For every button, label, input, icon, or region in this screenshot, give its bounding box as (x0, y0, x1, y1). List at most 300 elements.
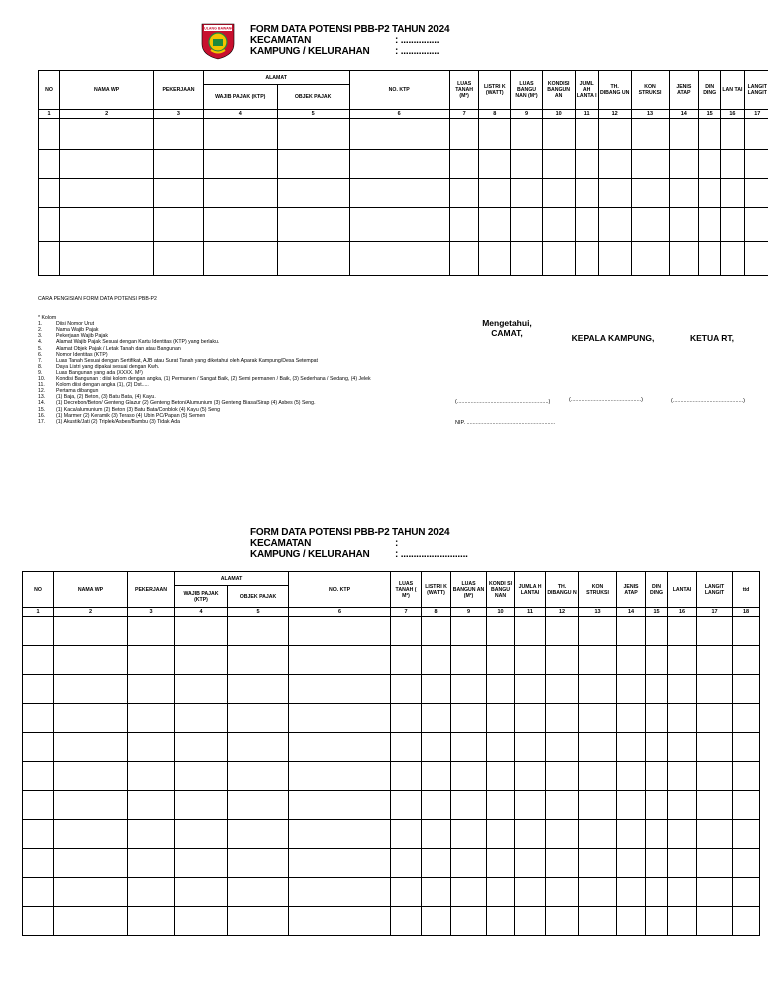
table-cell[interactable] (451, 617, 487, 646)
table-cell[interactable] (175, 849, 228, 878)
table-cell[interactable] (575, 179, 598, 208)
table-cell[interactable] (451, 675, 487, 704)
table-cell[interactable] (422, 646, 451, 675)
table-cell[interactable] (617, 704, 646, 733)
table-cell[interactable] (128, 907, 175, 936)
table-cell[interactable] (515, 675, 546, 704)
table-cell[interactable] (203, 242, 277, 276)
table-cell[interactable] (277, 150, 349, 179)
table-cell[interactable] (39, 179, 60, 208)
table-cell[interactable] (542, 119, 575, 150)
table-cell[interactable] (479, 242, 511, 276)
table-cell[interactable] (579, 849, 617, 878)
table-cell[interactable] (175, 820, 228, 849)
table-cell[interactable] (542, 179, 575, 208)
table-cell[interactable] (422, 617, 451, 646)
table-cell[interactable] (617, 733, 646, 762)
table-cell[interactable] (391, 675, 422, 704)
table-cell[interactable] (60, 208, 154, 242)
table-cell[interactable] (744, 208, 768, 242)
table-cell[interactable] (128, 878, 175, 907)
table-cell[interactable] (289, 675, 391, 704)
table-cell[interactable] (733, 849, 760, 878)
table-cell[interactable] (733, 617, 760, 646)
table-cell[interactable] (579, 733, 617, 762)
table-cell[interactable] (23, 733, 54, 762)
table-cell[interactable] (733, 907, 760, 936)
table-cell[interactable] (733, 791, 760, 820)
table-cell[interactable] (733, 675, 760, 704)
table-cell[interactable] (23, 762, 54, 791)
table-cell[interactable] (60, 150, 154, 179)
table-cell[interactable] (349, 150, 449, 179)
table-cell[interactable] (668, 878, 697, 907)
table-cell[interactable] (699, 150, 721, 179)
table-cell[interactable] (515, 791, 546, 820)
table-cell[interactable] (699, 179, 721, 208)
table-cell[interactable] (60, 179, 154, 208)
table-cell[interactable] (546, 733, 579, 762)
table-cell[interactable] (228, 646, 289, 675)
instruction-text: Pekerjaan Wajib Pajak (56, 333, 108, 340)
table-cell[interactable] (598, 150, 631, 179)
table-cell[interactable] (631, 179, 669, 208)
table-cell[interactable] (646, 849, 668, 878)
kecamatan-value[interactable]: : (395, 538, 399, 549)
table-cell[interactable] (391, 820, 422, 849)
table-cell[interactable] (451, 907, 487, 936)
table-cell[interactable] (511, 242, 543, 276)
table-cell[interactable] (579, 617, 617, 646)
table-cell[interactable] (479, 150, 511, 179)
table-cell[interactable] (449, 119, 479, 150)
table-cell[interactable] (511, 119, 543, 150)
table-cell[interactable] (546, 675, 579, 704)
table-cell[interactable] (228, 791, 289, 820)
table-cell[interactable] (579, 820, 617, 849)
table-cell[interactable] (54, 617, 128, 646)
kampung-value[interactable]: : ............... (395, 46, 440, 57)
table-cell[interactable] (39, 150, 60, 179)
table-cell[interactable] (23, 878, 54, 907)
table-cell[interactable] (391, 849, 422, 878)
table-cell[interactable] (546, 791, 579, 820)
table-cell[interactable] (646, 675, 668, 704)
table-cell[interactable] (54, 704, 128, 733)
table-cell[interactable] (128, 849, 175, 878)
table-cell[interactable] (575, 208, 598, 242)
instruction-text: (1) Baja, (2) Beton, (3) Batu Bata, (4) Kayu. (56, 394, 156, 401)
table-cell[interactable] (277, 179, 349, 208)
table-cell[interactable] (668, 762, 697, 791)
table-cell[interactable] (175, 791, 228, 820)
table-cell[interactable] (228, 907, 289, 936)
table-cell[interactable] (175, 907, 228, 936)
table-cell[interactable] (154, 208, 204, 242)
table-cell[interactable] (697, 646, 733, 675)
table-cell[interactable] (451, 762, 487, 791)
table-cell[interactable] (579, 907, 617, 936)
table-cell[interactable] (744, 179, 768, 208)
table-cell[interactable] (546, 820, 579, 849)
table-cell[interactable] (422, 849, 451, 878)
table-cell[interactable] (733, 820, 760, 849)
table-cell[interactable] (23, 907, 54, 936)
table-cell[interactable] (579, 791, 617, 820)
table-cell[interactable] (617, 791, 646, 820)
table-cell[interactable] (449, 150, 479, 179)
table-cell[interactable] (391, 878, 422, 907)
table-cell[interactable] (631, 119, 669, 150)
table-cell[interactable] (23, 820, 54, 849)
table-cell[interactable] (175, 617, 228, 646)
table-cell[interactable] (546, 762, 579, 791)
table-cell[interactable] (617, 820, 646, 849)
table-cell[interactable] (697, 878, 733, 907)
table-cell[interactable] (60, 242, 154, 276)
table-cell[interactable] (511, 150, 543, 179)
table-cell[interactable] (479, 119, 511, 150)
table-cell[interactable] (128, 617, 175, 646)
table-cell[interactable] (515, 646, 546, 675)
table-cell[interactable] (579, 762, 617, 791)
table-cell[interactable] (579, 878, 617, 907)
table-cell[interactable] (175, 675, 228, 704)
table-cell[interactable] (668, 849, 697, 878)
table-cell[interactable] (617, 849, 646, 878)
table-cell[interactable] (575, 242, 598, 276)
table-cell[interactable] (733, 704, 760, 733)
table-cell[interactable] (487, 704, 515, 733)
table-cell[interactable] (391, 762, 422, 791)
table-cell[interactable] (422, 762, 451, 791)
table-cell[interactable] (699, 242, 721, 276)
table-cell[interactable] (617, 878, 646, 907)
table-cell[interactable] (175, 704, 228, 733)
table-cell[interactable] (39, 242, 60, 276)
table-cell[interactable] (128, 733, 175, 762)
signature-line-kepala-kampung[interactable]: (..............................................) (569, 397, 643, 403)
table-cell[interactable] (349, 179, 449, 208)
table-cell[interactable] (515, 704, 546, 733)
table-cell[interactable] (487, 646, 515, 675)
col-number: 16 (721, 110, 744, 119)
table-cell[interactable] (668, 791, 697, 820)
table-cell[interactable] (487, 791, 515, 820)
table-cell[interactable] (54, 762, 128, 791)
table-cell[interactable] (487, 733, 515, 762)
table-cell[interactable] (54, 675, 128, 704)
table-cell[interactable] (669, 179, 699, 208)
table-cell[interactable] (451, 704, 487, 733)
table-cell[interactable] (289, 849, 391, 878)
table-cell[interactable] (391, 646, 422, 675)
table-cell[interactable] (579, 704, 617, 733)
table-cell[interactable] (669, 242, 699, 276)
table-cell[interactable] (546, 704, 579, 733)
table-cell[interactable] (487, 617, 515, 646)
table-cell[interactable] (721, 119, 744, 150)
table-cell[interactable] (203, 208, 277, 242)
table-cell[interactable] (54, 849, 128, 878)
table-cell[interactable] (697, 733, 733, 762)
table-cell[interactable] (451, 820, 487, 849)
table-cell[interactable] (289, 704, 391, 733)
table-cell[interactable] (699, 119, 721, 150)
table-cell[interactable] (546, 646, 579, 675)
table-cell[interactable] (175, 878, 228, 907)
table-cell[interactable] (422, 907, 451, 936)
nip-line[interactable]: NIP. .......................................................... (455, 420, 556, 426)
table-cell[interactable] (646, 762, 668, 791)
table-cell[interactable] (175, 733, 228, 762)
table-cell[interactable] (515, 849, 546, 878)
table-cell[interactable] (154, 150, 204, 179)
table-cell[interactable] (631, 150, 669, 179)
col-number: 18 (733, 608, 760, 617)
table-cell[interactable] (54, 791, 128, 820)
table-cell[interactable] (542, 208, 575, 242)
table-cell[interactable] (575, 150, 598, 179)
table-cell[interactable] (515, 820, 546, 849)
table-cell[interactable] (487, 878, 515, 907)
table-cell[interactable] (422, 820, 451, 849)
table-cell[interactable] (697, 907, 733, 936)
table-cell[interactable] (646, 617, 668, 646)
table-cell[interactable] (175, 646, 228, 675)
table-cell[interactable] (154, 179, 204, 208)
table-cell[interactable] (646, 907, 668, 936)
col-header: LANGIT LANGIT (697, 572, 733, 608)
table-cell[interactable] (721, 208, 744, 242)
table-cell[interactable] (699, 208, 721, 242)
table-cell[interactable] (23, 675, 54, 704)
table-cell[interactable] (391, 907, 422, 936)
table-cell[interactable] (422, 791, 451, 820)
table-cell[interactable] (228, 762, 289, 791)
table-cell[interactable] (203, 179, 277, 208)
table-cell[interactable] (39, 119, 60, 150)
table-cell[interactable] (697, 849, 733, 878)
table-cell[interactable] (511, 208, 543, 242)
kampung-value[interactable]: : .......................... (395, 549, 468, 560)
table-cell[interactable] (277, 242, 349, 276)
table-cell[interactable] (228, 849, 289, 878)
signature-line-camat[interactable]: (............................................................) (455, 399, 551, 405)
table-cell[interactable] (744, 119, 768, 150)
table-cell[interactable] (721, 179, 744, 208)
table-cell[interactable] (449, 242, 479, 276)
table-cell[interactable] (39, 208, 60, 242)
table-cell[interactable] (289, 791, 391, 820)
table-cell[interactable] (23, 704, 54, 733)
table-cell[interactable] (617, 675, 646, 704)
table-cell[interactable] (391, 617, 422, 646)
table-cell[interactable] (575, 119, 598, 150)
table-cell[interactable] (289, 762, 391, 791)
table-cell[interactable] (542, 150, 575, 179)
table-cell[interactable] (697, 820, 733, 849)
table-cell[interactable] (23, 617, 54, 646)
table-cell[interactable] (668, 646, 697, 675)
table-cell[interactable] (23, 646, 54, 675)
table-cell[interactable] (744, 242, 768, 276)
table-cell[interactable] (546, 849, 579, 878)
table-cell[interactable] (669, 150, 699, 179)
table-cell[interactable] (479, 179, 511, 208)
table-cell[interactable] (511, 179, 543, 208)
table-cell[interactable] (228, 675, 289, 704)
table-cell[interactable] (697, 617, 733, 646)
table-cell[interactable] (60, 119, 154, 150)
table-cell[interactable] (669, 208, 699, 242)
table-cell[interactable] (515, 907, 546, 936)
table-cell[interactable] (228, 820, 289, 849)
table-cell[interactable] (598, 179, 631, 208)
table-cell[interactable] (646, 646, 668, 675)
table-cell[interactable] (289, 907, 391, 936)
table-cell[interactable] (515, 617, 546, 646)
table-cell[interactable] (668, 820, 697, 849)
table-cell[interactable] (598, 208, 631, 242)
table-cell[interactable] (451, 733, 487, 762)
table-cell[interactable] (697, 791, 733, 820)
table-cell[interactable] (617, 646, 646, 675)
kecamatan-value[interactable]: : ............... (395, 35, 440, 46)
table-cell[interactable] (175, 762, 228, 791)
table-cell[interactable] (487, 849, 515, 878)
col-header: NO (23, 572, 54, 608)
table-cell[interactable] (697, 704, 733, 733)
table-cell[interactable] (228, 617, 289, 646)
table-cell[interactable] (128, 675, 175, 704)
table-cell[interactable] (733, 646, 760, 675)
table-cell[interactable] (646, 820, 668, 849)
table-cell[interactable] (54, 907, 128, 936)
table-cell[interactable] (598, 119, 631, 150)
table-cell[interactable] (542, 242, 575, 276)
table-cell[interactable] (203, 150, 277, 179)
table-cell[interactable] (617, 762, 646, 791)
table-cell[interactable] (54, 646, 128, 675)
table-cell[interactable] (422, 878, 451, 907)
table-cell[interactable] (277, 208, 349, 242)
table-cell[interactable] (646, 791, 668, 820)
table-cell[interactable] (128, 704, 175, 733)
table-cell[interactable] (669, 119, 699, 150)
table-cell[interactable] (515, 733, 546, 762)
table-cell[interactable] (289, 878, 391, 907)
table-cell[interactable] (721, 242, 744, 276)
table-cell[interactable] (289, 820, 391, 849)
table-cell[interactable] (668, 675, 697, 704)
table-cell[interactable] (487, 820, 515, 849)
table-cell[interactable] (449, 179, 479, 208)
table-cell[interactable] (54, 733, 128, 762)
table-cell[interactable] (668, 617, 697, 646)
table-cell[interactable] (349, 242, 449, 276)
table-cell[interactable] (617, 907, 646, 936)
table-cell[interactable] (479, 208, 511, 242)
table-cell[interactable] (54, 820, 128, 849)
table-cell[interactable] (422, 733, 451, 762)
table-cell[interactable] (546, 907, 579, 936)
table-cell[interactable] (451, 878, 487, 907)
table-cell[interactable] (744, 150, 768, 179)
table-cell[interactable] (422, 675, 451, 704)
table-cell[interactable] (451, 791, 487, 820)
table-cell[interactable] (487, 762, 515, 791)
table-row (23, 849, 760, 878)
table-cell[interactable] (546, 878, 579, 907)
table-cell[interactable] (733, 878, 760, 907)
table-cell[interactable] (487, 907, 515, 936)
table-cell[interactable] (733, 762, 760, 791)
table-cell[interactable] (228, 704, 289, 733)
table-cell[interactable] (23, 849, 54, 878)
table-cell[interactable] (451, 646, 487, 675)
table-cell[interactable] (391, 704, 422, 733)
table-cell[interactable] (668, 704, 697, 733)
table-cell[interactable] (598, 242, 631, 276)
table-cell[interactable] (228, 878, 289, 907)
table-cell[interactable] (579, 646, 617, 675)
signature-line-ketua-rt[interactable]: (..............................................) (671, 398, 745, 404)
table-cell[interactable] (515, 878, 546, 907)
table-cell[interactable] (697, 675, 733, 704)
table-cell[interactable] (128, 762, 175, 791)
table-cell[interactable] (646, 878, 668, 907)
table-cell[interactable] (546, 617, 579, 646)
table-cell[interactable] (23, 791, 54, 820)
table-cell[interactable] (289, 617, 391, 646)
table-cell[interactable] (154, 242, 204, 276)
table-cell[interactable] (391, 733, 422, 762)
table-cell[interactable] (631, 208, 669, 242)
table-cell[interactable] (451, 849, 487, 878)
table-cell[interactable] (54, 878, 128, 907)
table-cell[interactable] (617, 617, 646, 646)
table-cell[interactable] (289, 733, 391, 762)
table-cell[interactable] (668, 733, 697, 762)
table-cell[interactable] (228, 733, 289, 762)
table-cell[interactable] (422, 704, 451, 733)
table-cell[interactable] (349, 119, 449, 150)
table-cell[interactable] (391, 791, 422, 820)
table-cell[interactable] (203, 119, 277, 150)
table-cell[interactable] (128, 791, 175, 820)
table-cell[interactable] (668, 907, 697, 936)
table-cell[interactable] (646, 704, 668, 733)
table-cell[interactable] (289, 646, 391, 675)
instruction-text: Luas Tanah Sesuai dengan Sertifikat, AJB atau Surat Tanah yang diketahui oleh Aparak Kampung/Desa Setempat (56, 357, 318, 364)
table-cell[interactable] (487, 675, 515, 704)
table-cell[interactable] (515, 762, 546, 791)
table-cell[interactable] (128, 820, 175, 849)
table-cell[interactable] (154, 119, 204, 150)
table-cell[interactable] (631, 242, 669, 276)
table-cell[interactable] (349, 208, 449, 242)
table-cell[interactable] (128, 646, 175, 675)
table-cell[interactable] (697, 762, 733, 791)
table-cell[interactable] (733, 733, 760, 762)
table-cell[interactable] (449, 208, 479, 242)
table-cell[interactable] (721, 150, 744, 179)
table-cell[interactable] (277, 119, 349, 150)
table-cell[interactable] (579, 675, 617, 704)
table-cell[interactable] (646, 733, 668, 762)
table-row (23, 704, 760, 733)
